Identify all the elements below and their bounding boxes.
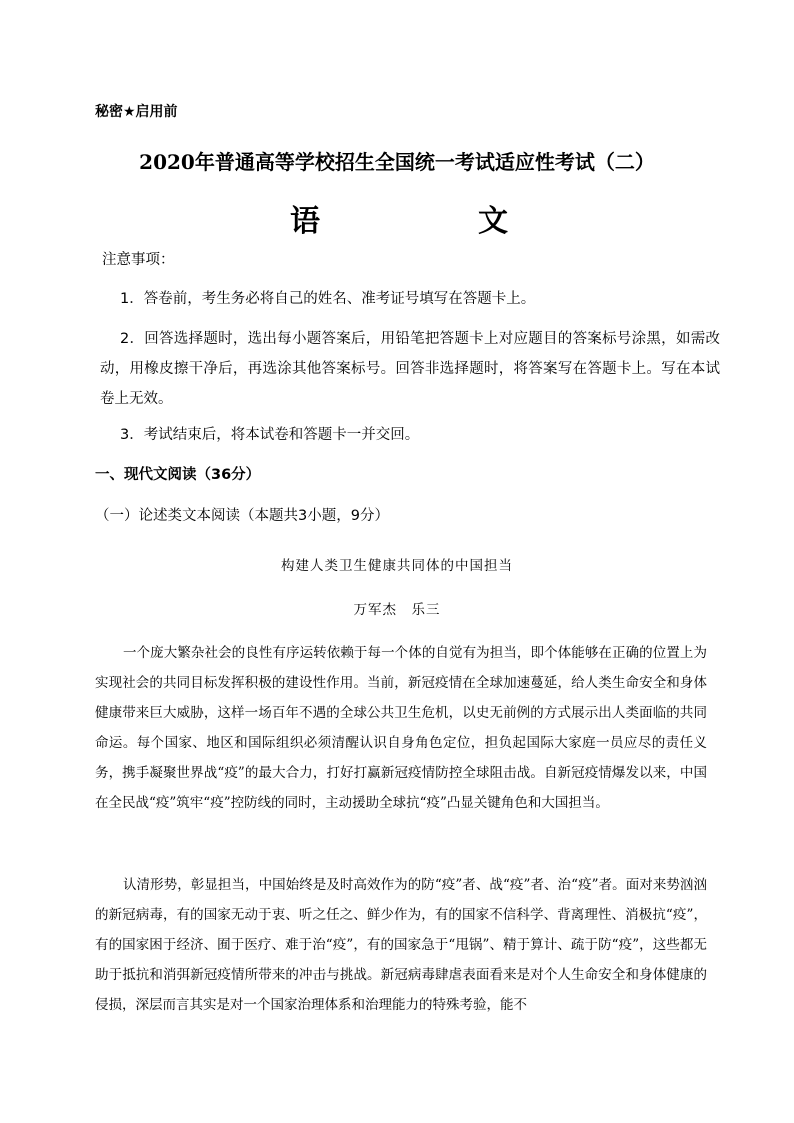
notice-heading: 注意事项：	[102, 252, 175, 268]
notice-item-text: 3．考试结束后，将本试卷和答题卡一并交回。	[120, 427, 420, 443]
exam-title: 2020年普通高等学校招生全国统一考试适应性考试（二）	[139, 150, 655, 174]
article-paragraph: 一个庞大繁杂社会的良性有序运转依赖于每一个体的自觉有为担当，即个体能够在正确的位置上为实现社会的共同目标发挥积极的建设性作用。当前，新冠疫情在全球加速蔓延，给人类生命安全和身体健康带来巨大威胁，这样一场百年不遇的全球公共卫生危机，以史无前例的方式展示出人类面临的共同命运。每个国家、地区和国际组织必须清醒认识自身角色定位，担负起国际大家庭一员应尽的责任义务，携手凝聚世界战“疫”的最大合力，打好打赢新冠疫情防控全球阻击战。自新冠疫情爆发以来，中国在全民战“疫”筑牢“疫”控防线的同时，主动援助全球抗“疫”凸显关键角色和大国担当。	[95, 645, 707, 811]
notice-item-text: 1．答卷前，考生务必将自己的姓名、准考证号填写在答题卡上。	[120, 291, 536, 307]
section-subheading: （一）论述类文本阅读（本题共3小题，9分）	[95, 508, 389, 524]
notice-item	[100, 324, 720, 414]
notice-item-text: 2．回答选择题时，选出每小题答案后，用铅笔把答题卡上对应题目的答案标号涂黑，如需改动，用橡皮擦干净后，再选涂其他答案标号。回答非选择题时，将答案写在答题卡上。写在本试卷上无效。	[100, 331, 720, 407]
notice-item	[100, 284, 720, 314]
confidential-label: 秘密★启用前	[95, 104, 178, 120]
section-heading: 一、现代文阅读（36分）	[95, 467, 261, 483]
subject-char-1: 语	[290, 204, 320, 239]
notice-item	[100, 420, 720, 450]
article-title: 构建人类卫生健康共同体的中国担当	[281, 558, 513, 574]
article-authors: 万军杰 乐三	[353, 602, 441, 618]
subject-char-2: 文	[478, 204, 508, 239]
article-paragraph: 认清形势，彰显担当，中国始终是及时高效作为的防“疫”者、战“疫”者、治“疫”者。面对来势汹汹的新冠病毒，有的国家无动于衷、听之任之、鲜少作为，有的国家不信科学、背离理性、消极抗“疫”，有的国家困于经济、囿于医疗、难于治“疫”，有的国家急于“甩锅”、精于算计、疏于防“疫”，这些都无助于抵抗和消弭新冠疫情所带来的冲击与挑战。新冠病毒肆虐表面看来是对个人生命安全和身体健康的侵损，深层而言其实是对一个国家治理体系和治理能力的特殊考验，能不	[95, 877, 707, 1013]
